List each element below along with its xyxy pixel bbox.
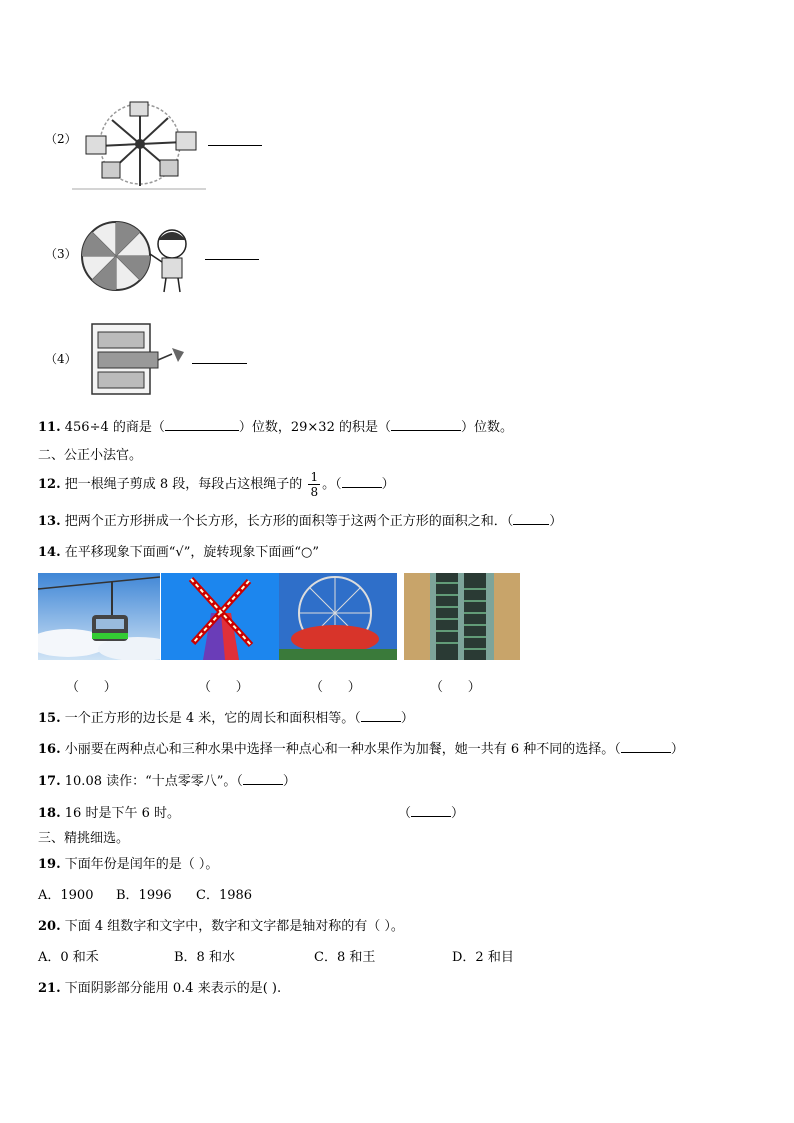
answer-blank[interactable] <box>621 740 671 753</box>
question-number: 11. <box>38 420 61 435</box>
ferris-wheel-photo <box>279 573 397 660</box>
question-14: 14. 在平移现象下面画“√”，旋转现象下面画“○” <box>38 545 319 560</box>
answer-blank[interactable] <box>391 418 461 431</box>
answer-blank[interactable] <box>361 709 401 722</box>
question-16: 16. 小丽要在两种点心和三种水果中选择一种点心和一种水果作为加餐，她一共有 6 种不同的选择。（ ） <box>38 742 684 757</box>
answer-paren-2[interactable]: （ ） <box>198 680 249 695</box>
option-c[interactable]: C．8 和王 <box>314 950 376 965</box>
question-15: 15. 一个正方形的边长是 4 米，它的周长和面积相等。（ ） <box>38 711 414 726</box>
spin-wheel-figure <box>80 218 200 294</box>
answer-line-2[interactable] <box>208 145 262 146</box>
answer-paren-1[interactable]: （ ） <box>66 680 117 695</box>
figure-label-2: （2） <box>45 132 77 146</box>
question-13: 13. 把两个正方形拼成一个长方形，长方形的面积等于这两个正方形的面积之和．（ ） <box>38 514 563 529</box>
question-18-answer: （ ） <box>398 806 465 821</box>
answer-paren-4[interactable]: （ ） <box>430 680 481 695</box>
drawer-cabinet-figure <box>88 320 192 398</box>
answer-line-4[interactable] <box>192 363 247 364</box>
windmill-photo <box>161 573 279 660</box>
section-heading: 二、公正小法官。 <box>38 448 143 463</box>
question-20: 20. 下面 4 组数字和文字中，数字和文字都是轴对称的有（ ）。 <box>38 919 404 934</box>
question-21: 21. 下面阴影部分能用 0.4 来表示的是( ). <box>38 981 282 996</box>
answer-line-3[interactable] <box>205 259 259 260</box>
option-a[interactable]: A．0 和禾 <box>38 950 99 965</box>
option-b[interactable]: B．8 和水 <box>174 950 235 965</box>
section-heading: 三、精挑细选。 <box>38 831 130 846</box>
option-a[interactable]: A．1900 <box>38 888 94 903</box>
question-12: 12. 把一根绳子剪成 8 段，每段占这根绳子的 $\frac{1}{8}$ 。（ ） <box>38 470 395 499</box>
rotating-ride-figure <box>72 96 208 192</box>
question-11: 11. 456÷4 的商是（ ）位数，29×32 的积是（ ）位数。 <box>38 420 513 435</box>
fraction: $\frac{1}{8}$ <box>310 470 319 499</box>
escalator-photo <box>404 573 520 660</box>
answer-blank[interactable] <box>411 804 451 817</box>
answer-paren-3[interactable]: （ ） <box>310 680 361 695</box>
question-18: 18. 16 时是下午 6 时。 <box>38 806 180 821</box>
cable-car-photo <box>38 573 160 660</box>
figure-label-3: （3） <box>45 247 77 261</box>
answer-blank[interactable] <box>243 772 283 785</box>
answer-blank[interactable] <box>342 475 382 488</box>
option-c[interactable]: C．1986 <box>196 888 253 903</box>
answer-blank[interactable] <box>513 512 549 525</box>
figure-label-4: （4） <box>45 352 77 366</box>
option-b[interactable]: B．1996 <box>116 888 172 903</box>
option-d[interactable]: D．2 和目 <box>452 950 514 965</box>
question-17: 17. 10.08 读作：“十点零零八”。（ ） <box>38 774 296 789</box>
answer-blank[interactable] <box>165 418 239 431</box>
question-19: 19. 下面年份是闰年的是（ ）。 <box>38 857 219 872</box>
